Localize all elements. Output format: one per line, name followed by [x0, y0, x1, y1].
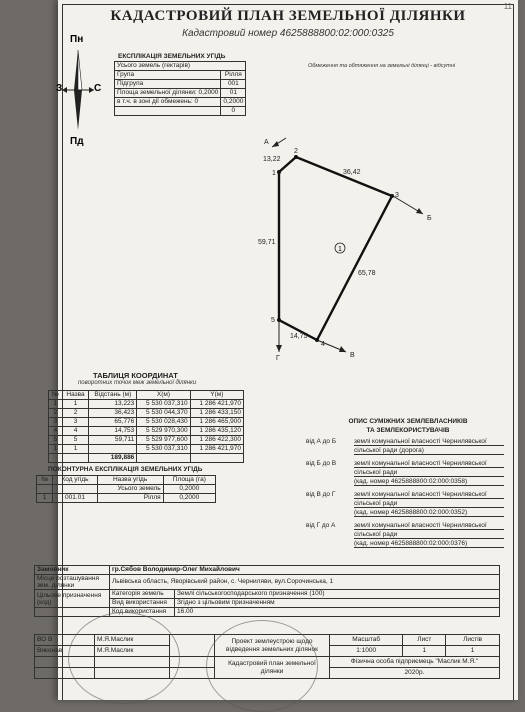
coords-caption: ТАБЛИЦЯ КООРДИНАТ [93, 371, 178, 380]
zone-value: 0 [221, 107, 246, 116]
group-label: Група [115, 71, 221, 80]
cadastral-number: Кадастровий номер 4625888800:02:000:0325 [182, 28, 394, 39]
coords-cell: 5 529 977,600 [137, 436, 190, 445]
page-number: 11 [503, 2, 512, 11]
coords-cell: 36,423 [89, 409, 137, 418]
vertex-3: 3 [395, 192, 399, 199]
company: Фізична особа підприємець "Маслик М.Я." [330, 657, 500, 668]
adjacent-line: землі комунальної власності Чернилявської [354, 438, 504, 446]
sheets-value: 1 [446, 646, 500, 657]
neighbor-b: Б [427, 215, 432, 222]
coords-cell: 1 286 422,300 [190, 436, 243, 445]
coords-cell: 1 286 421,970 [190, 445, 243, 454]
adjacent-line: (кад. номер 4625888800:02:000:0376) [354, 540, 504, 548]
contour-cell: 1 [37, 494, 53, 503]
adjacent-line: (кад. номер 4625888800:02:000:0352) [354, 509, 504, 517]
owner-label: Замовник [35, 566, 110, 575]
scale-label: Масштаб [330, 635, 403, 646]
subgroup-value: 001 [221, 80, 246, 89]
explication-caption: ЕКСПЛІКАЦІЯ ЗЕМЕЛЬНИХ УГІДЬ [118, 53, 226, 60]
stamp-seal [206, 620, 318, 712]
category-value: Землі сільськогосподарського призначення (100) [175, 590, 500, 599]
contour-cell: Рілля [97, 494, 163, 503]
contour-header: Код угідь [53, 476, 97, 485]
coords-header: X(м) [137, 391, 190, 400]
coords-cell: 5 530 037,310 [137, 400, 190, 409]
coords-header: Назва [62, 391, 89, 400]
sheets-label: Листів [446, 635, 500, 646]
compass-west: З [56, 83, 63, 94]
area-label: Площа земельної ділянки: 0,2000 [115, 89, 221, 98]
coords-cell: 4 [62, 427, 89, 436]
compass-north: Пн [70, 34, 84, 45]
executor-name: М.Я.Маслик [95, 635, 170, 646]
checked-label: Виконав [35, 646, 95, 657]
coords-header: Y(м) [190, 391, 243, 400]
adjacent-line: землі комунальної власності Чернилявської [354, 522, 504, 530]
vertex-5: 5 [271, 317, 275, 324]
subgroup-label: Підгрупа [115, 80, 221, 89]
coords-cell: 5 530 044,370 [137, 409, 190, 418]
area-total: 0,2000 [221, 98, 246, 107]
adjacent-caption-2: ТА ЗЕМЛЕКОРИСТУВАЧІВ [366, 427, 450, 434]
info-table [34, 565, 500, 617]
side-4-5: 14,75 [290, 333, 308, 340]
executor-label: ВО В [35, 635, 95, 646]
side-5-1: 59,71 [258, 239, 276, 246]
coords-cell: 4 [49, 427, 63, 436]
year: 2020р. [330, 668, 500, 679]
coords-cell: 3 [62, 418, 89, 427]
sheet-value: 1 [403, 646, 446, 657]
doc-label: Кадастровий план земельної ділянки [215, 657, 330, 679]
coords-cell: 1 286 433,150 [190, 409, 243, 418]
coords-cell: 5 530 037,310 [137, 445, 190, 454]
vertex-2: 2 [294, 148, 298, 155]
code-value: 16.00 [175, 608, 500, 617]
coords-cell: 59,711 [89, 436, 137, 445]
coords-total: 189,886 [89, 454, 137, 463]
vertex-4: 4 [321, 341, 325, 348]
coords-header: № [49, 391, 63, 400]
coords-cell: 3 [49, 418, 63, 427]
side-2-3: 36,42 [343, 169, 361, 176]
adjacent-line: (кад. номер 4625888800:02:000:0358) [354, 478, 504, 486]
neighbor-d: Г [276, 355, 280, 360]
adjacent-line: сільської ради [354, 500, 504, 508]
coords-header: Відстань (м) [89, 391, 137, 400]
coords-cell: 5 [49, 436, 63, 445]
coords-cell: 5 530 028,430 [137, 418, 190, 427]
adjacent-from: від В до Г [306, 491, 336, 498]
page-title: КАДАСТРОВИЙ ПЛАН ЗЕМЕЛЬНОЇ ДІЛЯНКИ [110, 8, 466, 24]
side-1-2: 13,22 [263, 156, 281, 163]
coords-cell: 5 [62, 436, 89, 445]
owner-value: гр.Сябов Володимир-Олег Михайлович [110, 566, 500, 575]
neighbor-c: В [350, 352, 355, 359]
vertex-1: 1 [272, 170, 276, 177]
contour-header: Площа (га) [163, 476, 215, 485]
restrictions-note: Обмеження та обтяження на земельні ділянці - відсутні [308, 63, 456, 69]
contour-total-value: 0,2000 [163, 485, 215, 494]
coords-cell: 1 286 465,900 [190, 418, 243, 427]
checked-name: М.Я.Маслик [95, 646, 170, 657]
coords-cell: 2 [49, 409, 63, 418]
stamp-seal [68, 612, 180, 704]
coords-cell: 1 286 435,120 [190, 427, 243, 436]
side-3-4: 65,78 [358, 270, 376, 277]
coords-cell: 1 [62, 400, 89, 409]
coords-cell: 5 529 970,300 [137, 427, 190, 436]
coords-cell: 1 286 421,970 [190, 400, 243, 409]
total-label: Усього земель (гектарів) [115, 62, 246, 71]
coords-cell: 1 [49, 400, 63, 409]
use-value: Згідно з цільовим призначенням [175, 599, 500, 608]
purpose-label: Цільове призначення (код) [35, 590, 110, 608]
coords-cell: 14,753 [89, 427, 137, 436]
coords-cell: 13,223 [89, 400, 137, 409]
contour-header: № [37, 476, 53, 485]
adjacent-caption-1: ОПИС СУМІЖНИХ ЗЕМЛЕВЛАСНИКІВ [348, 418, 468, 425]
adjacent-line: землі комунальної власності Чернилявської [354, 460, 504, 468]
coords-subcaption: поворотних точок меж земельної ділянки [78, 380, 197, 386]
coords-cell: 1 [62, 445, 89, 454]
adjacent-from: від А до Б [306, 438, 337, 445]
use-label: Вид використання [110, 599, 175, 608]
neighbor-a: А [264, 139, 269, 146]
group-value: Рілля [221, 71, 246, 80]
contour-caption: ПОКОНТУРНА ЕКСПЛІКАЦІЯ ЗЕМЕЛЬНИХ УГІДЬ [48, 466, 203, 473]
coords-cell: 2 [62, 409, 89, 418]
code-label: Код використання [110, 608, 175, 617]
location-label: Місце розташування зем. ділянки [35, 575, 110, 590]
compass-east: С [94, 83, 102, 94]
project-label: Проект землеустрою щодо відведення земельних ділянок [215, 635, 330, 657]
contour-cell: 001.01 [53, 494, 97, 503]
parcel-number: 1 [338, 246, 342, 253]
adjacent-line: сільської ради [354, 469, 504, 477]
adjacent-line: землі комунальної власності Чернилявської [354, 491, 504, 499]
compass-south: Пд [70, 136, 84, 147]
adjacent-from: від Г до А [306, 522, 336, 529]
zone-label: в т.ч. в зоні дії обмежень: 0 [115, 98, 221, 107]
category-label: Категорія земель [110, 590, 175, 599]
lower-section [37, 0, 518, 700]
contour-cell: 0,2000 [163, 494, 215, 503]
sheet-label: Лист [403, 635, 446, 646]
adjacent-line: сільської ради (дорога) [354, 447, 504, 455]
area-value: 01 [221, 89, 246, 98]
scale-value: 1:1000 [330, 646, 403, 657]
location-value: Львівська область, Яворівський район, с. Черниляви, вул.Сорочинська, 1 [110, 575, 500, 590]
adjacent-from: від Б до В [306, 460, 337, 467]
contour-total-label: Усього земель [97, 485, 163, 494]
adjacent-line: сільської ради [354, 531, 504, 539]
coords-cell: 65,776 [89, 418, 137, 427]
contour-header: Назва угідь [97, 476, 163, 485]
contour-table [36, 475, 216, 503]
coords-cell: 1 [49, 445, 63, 454]
